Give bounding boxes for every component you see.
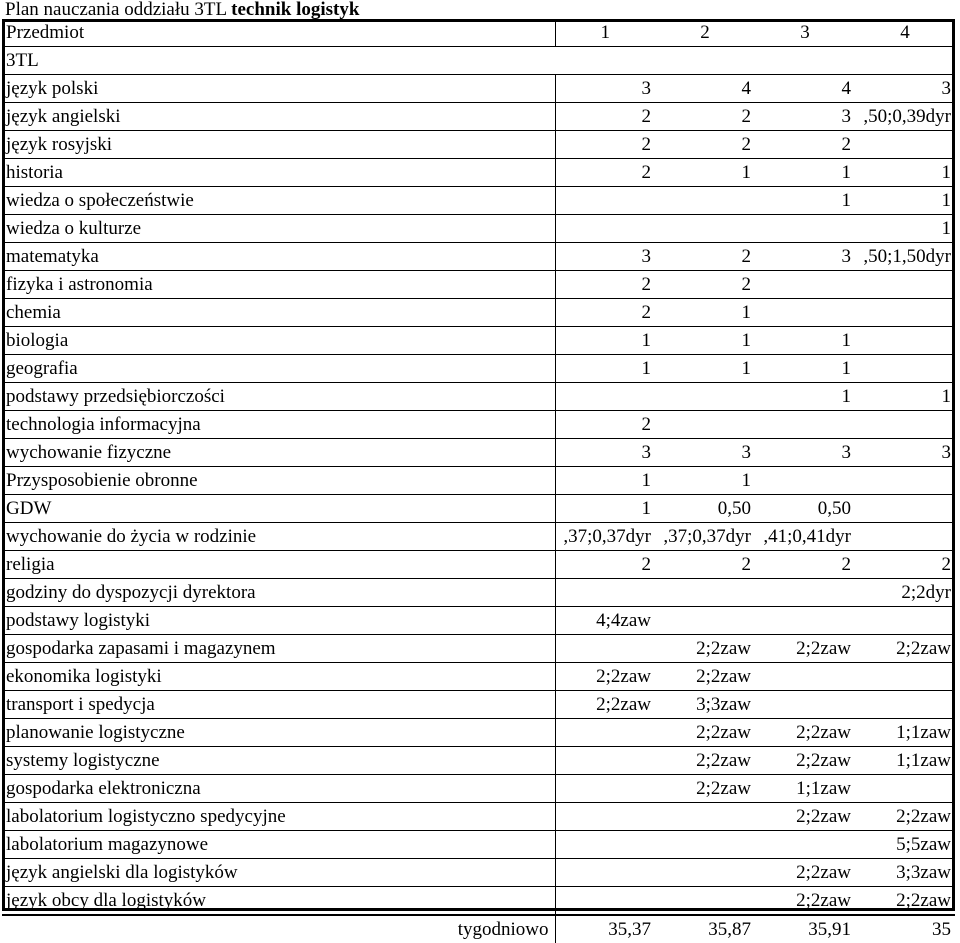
table-frame [2, 19, 955, 911]
hours-cell-year-2: 2;2zaw [655, 663, 755, 691]
hours-cell-year-2: 3 [655, 439, 755, 467]
hours-cell-year-1: 2;2zaw [555, 691, 655, 719]
hours-cell-year-3: 0,50 [755, 495, 855, 523]
hours-cell-year-4: 1;1zaw [855, 747, 955, 775]
subject-cell: podstawy logistyki [2, 607, 555, 635]
hours-cell-year-4: 2;2dyr [855, 579, 955, 607]
subject-cell: język obcy dla logistyków [2, 887, 555, 916]
hours-cell-year-1: ,37;0,37dyr [555, 523, 655, 551]
hours-cell-year-3: 1 [755, 327, 855, 355]
hours-cell-year-2: 1 [655, 355, 755, 383]
hours-cell-year-2: 0,50 [655, 495, 755, 523]
hours-cell-year-4: 1 [855, 215, 955, 243]
header-year-3: 3 [755, 19, 855, 47]
title-prefix: Plan nauczania oddziału 3TL [5, 0, 227, 20]
hours-cell-year-3: 2;2zaw [755, 887, 855, 916]
subject-cell: technologia informacyjna [2, 411, 555, 439]
hours-cell-year-4: 5;5zaw [855, 831, 955, 859]
hours-cell-year-3: 2 [755, 551, 855, 579]
subject-cell: religia [2, 551, 555, 579]
total-label: tygodniowo [2, 915, 555, 943]
hours-cell-year-1: 2;2zaw [555, 663, 655, 691]
subject-cell: GDW [2, 495, 555, 523]
subject-cell: labolatorium logistyczno spedycyjne [2, 803, 555, 831]
subject-cell: labolatorium magazynowe [2, 831, 555, 859]
total-year-3: 35,91 [755, 915, 855, 943]
hours-cell-year-2: 2;2zaw [655, 719, 755, 747]
hours-cell-year-4: 3 [855, 439, 955, 467]
hours-cell-year-3: 3 [755, 103, 855, 131]
subject-cell: język rosyjski [2, 131, 555, 159]
hours-cell-year-4: 2;2zaw [855, 803, 955, 831]
hours-cell-year-3: 2;2zaw [755, 635, 855, 663]
hours-cell-year-4: 2;2zaw [855, 887, 955, 916]
subject-cell: ekonomika logistyki [2, 663, 555, 691]
hours-cell-year-2: 2 [655, 551, 755, 579]
subject-cell: planowanie logistyczne [2, 719, 555, 747]
hours-cell-year-2: 2;2zaw [655, 775, 755, 803]
hours-cell-year-1: 3 [555, 243, 655, 271]
hours-cell-year-1: 2 [555, 131, 655, 159]
hours-cell-year-3: 2;2zaw [755, 747, 855, 775]
hours-cell-year-1: 1 [555, 355, 655, 383]
section-label: 3TL [2, 47, 955, 75]
subject-cell: transport i spedycja [2, 691, 555, 719]
subject-cell: historia [2, 159, 555, 187]
subject-cell: gospodarka zapasami i magazynem [2, 635, 555, 663]
hours-cell-year-2: 2;2zaw [655, 635, 755, 663]
hours-cell-year-3: 1 [755, 187, 855, 215]
hours-cell-year-4: 1 [855, 187, 955, 215]
hours-cell-year-1: 1 [555, 495, 655, 523]
subject-cell: wychowanie do życia w rodzinie [2, 523, 555, 551]
hours-cell-year-3: 1;1zaw [755, 775, 855, 803]
hours-cell-year-3: 4 [755, 75, 855, 103]
hours-cell-year-3: 3 [755, 243, 855, 271]
subject-cell: Przysposobienie obronne [2, 467, 555, 495]
subject-cell: wychowanie fizyczne [2, 439, 555, 467]
hours-cell-year-4: 1 [855, 159, 955, 187]
hours-cell-year-4: 3;3zaw [855, 859, 955, 887]
subject-cell: wiedza o kulturze [2, 215, 555, 243]
hours-cell-year-1: 2 [555, 299, 655, 327]
header-year-2: 2 [655, 19, 755, 47]
hours-cell-year-1: 2 [555, 159, 655, 187]
title-bold: technik logistyk [231, 0, 360, 20]
header-subject: Przedmiot [2, 19, 555, 47]
header-year-1: 1 [555, 19, 655, 47]
hours-cell-year-3: 2 [755, 131, 855, 159]
subject-cell: systemy logistyczne [2, 747, 555, 775]
hours-cell-year-2: ,37;0,37dyr [655, 523, 755, 551]
total-row [2, 915, 955, 943]
page-title [5, 0, 359, 20]
subject-cell: fizyka i astronomia [2, 271, 555, 299]
hours-cell-year-2: 1 [655, 467, 755, 495]
hours-cell-year-3: 1 [755, 159, 855, 187]
hours-cell-year-3: 1 [755, 355, 855, 383]
hours-cell-year-2: 2 [655, 243, 755, 271]
hours-cell-year-4: 2 [855, 551, 955, 579]
hours-cell-year-3: ,41;0,41dyr [755, 523, 855, 551]
subject-cell: biologia [2, 327, 555, 355]
hours-cell-year-3: 2;2zaw [755, 803, 855, 831]
hours-cell-year-3: 1 [755, 383, 855, 411]
total-year-2: 35,87 [655, 915, 755, 943]
hours-cell-year-4: 1 [855, 383, 955, 411]
hours-cell-year-1: 1 [555, 467, 655, 495]
subject-cell: chemia [2, 299, 555, 327]
subject-cell: matematyka [2, 243, 555, 271]
hours-cell-year-4: 3 [855, 75, 955, 103]
hours-cell-year-4: 2;2zaw [855, 635, 955, 663]
hours-cell-year-2: 4 [655, 75, 755, 103]
hours-cell-year-1: 2 [555, 551, 655, 579]
hours-cell-year-2: 3;3zaw [655, 691, 755, 719]
hours-cell-year-2: 1 [655, 299, 755, 327]
hours-cell-year-2: 2 [655, 103, 755, 131]
hours-cell-year-1: 4;4zaw [555, 607, 655, 635]
subject-cell: godziny do dyspozycji dyrektora [2, 579, 555, 607]
subject-cell: geografia [2, 355, 555, 383]
header-year-4: 4 [855, 19, 955, 47]
hours-cell-year-1: 2 [555, 271, 655, 299]
subject-cell: podstawy przedsiębiorczości [2, 383, 555, 411]
hours-cell-year-2: 2 [655, 271, 755, 299]
subject-cell: język polski [2, 75, 555, 103]
total-year-1: 35,37 [555, 915, 655, 943]
hours-cell-year-4: ,50;1,50dyr [855, 243, 955, 271]
hours-cell-year-2: 1 [655, 159, 755, 187]
hours-cell-year-1: 2 [555, 411, 655, 439]
hours-cell-year-1: 1 [555, 327, 655, 355]
hours-cell-year-4: ,50;0,39dyr [855, 103, 955, 131]
hours-cell-year-2: 1 [655, 327, 755, 355]
hours-cell-year-4: 1;1zaw [855, 719, 955, 747]
hours-cell-year-1: 3 [555, 75, 655, 103]
hours-cell-year-3: 3 [755, 439, 855, 467]
hours-cell-year-1: 2 [555, 103, 655, 131]
hours-cell-year-1: 3 [555, 439, 655, 467]
subject-cell: wiedza o społeczeństwie [2, 187, 555, 215]
subject-cell: język angielski dla logistyków [2, 859, 555, 887]
total-year-4: 35 [855, 915, 955, 943]
hours-cell-year-3: 2;2zaw [755, 859, 855, 887]
hours-cell-year-2: 2;2zaw [655, 747, 755, 775]
subject-cell: język angielski [2, 103, 555, 131]
hours-cell-year-2: 2 [655, 131, 755, 159]
subject-cell: gospodarka elektroniczna [2, 775, 555, 803]
hours-cell-year-3: 2;2zaw [755, 719, 855, 747]
